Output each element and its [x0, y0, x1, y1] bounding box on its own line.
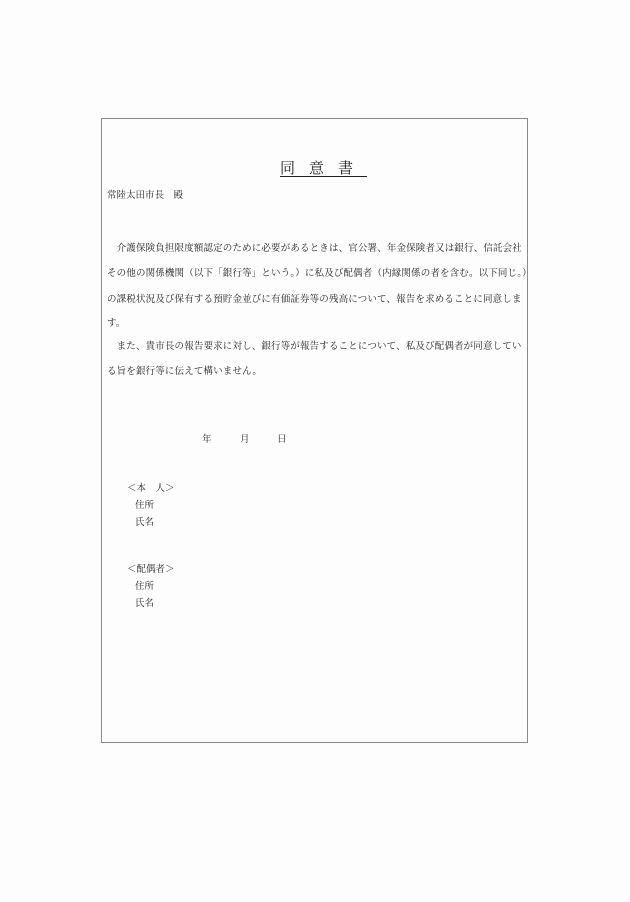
body-line: また、貴市長の報告要求に対し、銀行等が報告することについて、私及び配偶者が同意してい — [107, 341, 522, 352]
document-title: 同意書 — [280, 159, 368, 177]
date-month-label: 月 — [240, 434, 250, 445]
body-line: その他の関係機関（以下「銀行等」という。）に私及び配偶者（内縁関係の者を含む。以下同じ。） — [107, 268, 532, 279]
date-day-label: 日 — [277, 434, 287, 445]
self-address-label: 住所 — [135, 500, 155, 511]
addressee: 常陸太田市長 殿 — [107, 190, 184, 201]
body-line: る旨を銀行等に伝えて構いません。 — [107, 366, 262, 377]
spouse-name-label: 氏名 — [135, 598, 155, 609]
consent-form-sheet — [101, 118, 532, 743]
self-section-heading: ＜本 人＞ — [127, 483, 175, 494]
spouse-address-label: 住所 — [135, 581, 155, 592]
body-line: の課税状況及び保有する預貯金並びに有価証券等の残高について、報告を求めることに同意しま — [107, 294, 522, 305]
body-line: 介護保険負担限度額認定のために必要があるときは、官公署、年金保険者又は銀行、信託会社 — [107, 243, 522, 254]
body-line: す。 — [107, 318, 126, 329]
self-name-label: 氏名 — [135, 517, 155, 528]
date-year-label: 年 — [202, 434, 212, 445]
spouse-section-heading: ＜配偶者＞ — [127, 564, 175, 575]
